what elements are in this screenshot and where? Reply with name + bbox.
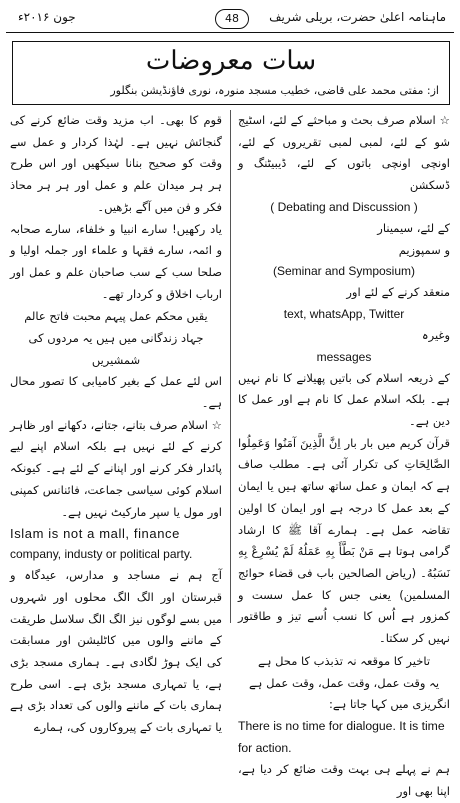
right-paragraph-1c: و سمپوزیم	[398, 242, 450, 257]
right-paragraph-1d: منعقد کرنے کے لئے اور	[346, 285, 450, 300]
issue-date: جون ۲۰۱۶ء	[18, 10, 76, 24]
left-paragraph-5: آج ہم نے مساجد و مدارس، عیدگاہ و قبرستان اور الگ الگ محلوں اور شہروں میں بسے لوگوں نیز الگ الگ سلاسل طریقت کے ماننے والوں میں کاٹلیشن اور مسابقت کی ایک ہوڑ لگادی ہے۔ ہماری مسجد بڑی ہے، یا تمہاری مسجد بڑی ہے۔ اسی طرح ہماری بات کے ماننے والوں کی تعداد بڑی ہے یا تمہاری بات کے پیروکاروں کی، ہمارے	[10, 568, 222, 735]
magazine-name: ماہنامہ اعلیٰ حضرت، بریلی شریف	[269, 10, 446, 24]
poem-line-2: یہ وقت عمل، وقت عمل، وقت عمل ہے	[248, 675, 440, 690]
poem-line-1: تاخیر کا موقعہ نہ تذبذب کا محل ہے	[257, 653, 431, 668]
right-paragraph-2: قرآن کریم میں بار بار اِنَّ الَّذِينَ آمَنُوا وَعَمِلُوا الصَّالِحَاتِ کی تکرار آئی ہے۔ مطلب صاف ہے کہ ایمان و عمل ساتھ ساتھ ہیں یا ایمان کے بعد عمل کا درجہ ہے اور ایمان کا اولین تقاضہ عمل ہے۔ ہمارے آقا ﷺ کا ارشاد گرامی ہوتا ہے مَنْ بَطَّأَ بِهِ عَمَلُهُ لَمْ يُسْرِعْ بِهِ نَسَبُهُ۔ (ریاض الصالحین باب فی قضاء حوائج المسلمین) یعنی جس کا عمل سست و کمزور ہے اُس کا نسب اُسے تیز و طاقتور نہیں کر سکتا۔	[238, 435, 450, 646]
left-paragraph-3: اس لئے عمل کے بغیر کامیابی کا تصور محال ہے۔	[10, 374, 222, 411]
article-byline: از: مفتی محمد علی قاضی، خطیب مسجد منورہ، نوری فاؤنڈیشن بنگلور	[110, 84, 439, 97]
right-paragraph-1f: کے ذریعہ اسلام کی باتیں پھیلانے کا نام نہیں ہے۔ بلکہ اسلام عمل کا نام ہے اور عمل کا دین ہے۔	[238, 370, 450, 429]
right-paragraph-3: انگریزی میں کہا جاتا ہے:	[328, 696, 450, 711]
left-column	[10, 110, 222, 735]
right-paragraph-1b: کے لئے، سیمینار	[377, 220, 450, 235]
right-paragraph-4: ہم نے پہلے ہی بہت وقت ضائع کر دیا ہے، اپنا بھی اور	[238, 762, 450, 799]
right-column	[238, 110, 450, 799]
article-title-box	[12, 41, 450, 105]
english-quote-action: There is no time for dialogue. It is time for action.	[238, 719, 445, 756]
article-title: سات معروضات	[145, 46, 317, 76]
left-paragraph-2: یاد رکھیں! سارے انبیا و خلفاء، سارے صحابہ و ائمہ، سارے فقہا و علماء اور جملہ اولیا و صلحا سب کے سب صاحبان علم و عمل اور ارباب اخلاق و کردار تھے۔	[10, 221, 222, 301]
iqbal-couplet-line-1: یقیں محکم عمل پیہم محبت فاتح عالم	[24, 309, 208, 324]
right-paragraph-1: ☆ اسلام صرف بحث و مباحثے کے لئے، اسٹیج شو کے لئے، لمبی لمبی تقریروں کے لئے، اونچی اونچی باتوں کے لئے، ڈیبیٹنگ و ڈسکشن	[238, 113, 450, 193]
iqbal-couplet-line-2: جہاد زندگانی میں ہیں یہ مردوں کی شمشیریں	[28, 331, 204, 368]
english-social: text, whatsApp, Twitter	[283, 306, 405, 321]
english-quote-mall-1: Islam is not a mall, finance	[10, 526, 180, 542]
column-divider	[230, 110, 231, 623]
english-debating: ( Debating and Discussion )	[270, 199, 418, 214]
english-seminar: (Seminar and Symposium)	[272, 264, 416, 279]
header-rule	[6, 32, 454, 33]
page-number: 48	[215, 9, 249, 29]
english-quote-mall-2: company, industy or political party.	[10, 547, 193, 562]
right-paragraph-1e: وغیرہ	[421, 327, 450, 342]
magazine-page	[6, 6, 454, 799]
page-header	[6, 6, 454, 32]
left-paragraph-4: ☆ اسلام صرف بتانے، جتانے، دکھانے اور ظاہر کرنے کے لئے نہیں ہے بلکہ اسلام اپنے لیے پائدار فکر کرنے اور اپنانے کے لئے ہے۔ کیونکہ اسلام کوئی سیاسی جماعت، فائنانس کمپنی اور مول یا سپر مارکیٹ نہیں ہے۔	[10, 417, 222, 519]
left-paragraph-1: قوم کا بھی۔ اب مزید وقت ضائع کرنے کی گنجائش نہیں ہے۔ لہٰذا کردار و عمل سے وقت کو صحیح بنانا سیکھیں اور اس طرح ہر ہر میدان علم و عمل اور ہر ہر محاذ فکر و فن میں آگے بڑھیں۔	[10, 113, 222, 214]
english-messages: messages	[316, 349, 372, 364]
